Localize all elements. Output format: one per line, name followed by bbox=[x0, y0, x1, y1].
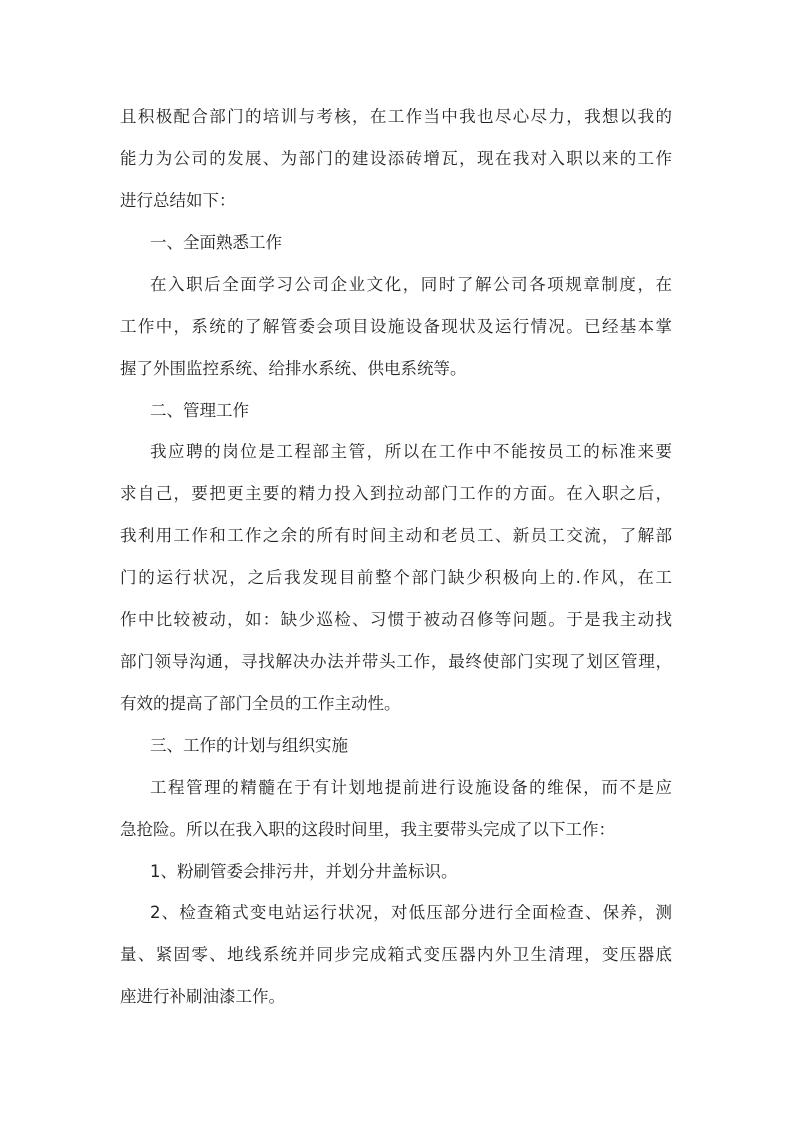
section-heading: 一、全面熟悉工作 bbox=[150, 233, 282, 252]
text-line: 门的运行状况，之后我发现目前整个部门缺少积极向上的.作风，在工 bbox=[120, 568, 672, 587]
text-line: 握了外围监控系统、给排水系统、供电系统等。 bbox=[120, 359, 467, 378]
text-line: 且积极配合部门的培训与考核，在工作当中我也尽心尽力，我想以我的 bbox=[120, 107, 672, 126]
text-line: 进行总结如下： bbox=[120, 191, 236, 210]
text-line: 我应聘的岗位是工程部主管，所以在工作中不能按员工的标准来要 bbox=[150, 442, 672, 461]
section-heading: 三、工作的计划与组织实施 bbox=[150, 736, 348, 755]
text-line: 工程管理的精髓在于有计划地提前进行设施设备的维保，而不是应 bbox=[150, 778, 672, 797]
text-line: 有效的提高了部门全员的工作主动性。 bbox=[120, 694, 401, 713]
text-line: 急抢险。所以在我入职的这段时间里，我主要带头完成了以下工作： bbox=[120, 820, 615, 839]
text-line: 量、紧固零、地线系统并同步完成箱式变压器内外卫生清理，变压器底 bbox=[120, 945, 672, 964]
text-line: 座进行补刷油漆工作。 bbox=[120, 987, 285, 1006]
text-line: 求自己，要把更主要的精力投入到拉动部门工作的方面。在入职之后， bbox=[120, 484, 672, 503]
list-item: 2、检查箱式变电站运行状况，对低压部分进行全面检查、保养，测 bbox=[150, 903, 672, 922]
section-heading: 二、管理工作 bbox=[150, 401, 249, 420]
text-line: 能力为公司的发展、为部门的建设添砖增瓦，现在我对入职以来的工作 bbox=[120, 149, 672, 168]
text-line: 在入职后全面学习公司企业文化，同时了解公司各项规章制度，在 bbox=[150, 275, 672, 294]
text-line: 我利用工作和工作之余的所有时间主动和老员工、新员工交流，了解部 bbox=[120, 526, 672, 545]
text-line: 工作中，系统的了解管委会项目设施设备现状及运行情况。已经基本掌 bbox=[120, 317, 672, 336]
text-line: 部门领导沟通，寻找解决办法并带头工作，最终使部门实现了划区管理， bbox=[120, 652, 672, 671]
list-item: 1、粉刷管委会排污井，并划分井盖标识。 bbox=[150, 862, 458, 881]
text-line: 作中比较被动，如：缺少巡检、习惯于被动召修等问题。于是我主动找 bbox=[120, 610, 672, 629]
